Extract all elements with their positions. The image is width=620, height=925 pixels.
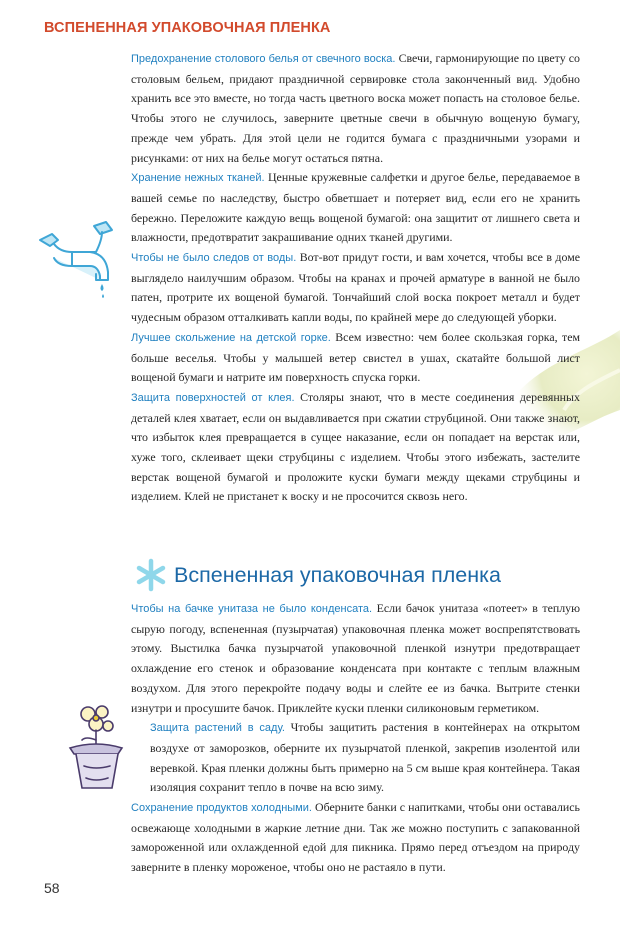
section-title: Вспененная упаковочная пленка	[174, 563, 501, 587]
paragraph-lead: Хранение нежных тканей.	[131, 172, 265, 185]
paragraph	[131, 168, 580, 248]
paragraph	[131, 248, 580, 328]
paragraph-lead: Защита растений в саду.	[150, 722, 285, 735]
paragraph	[131, 328, 580, 388]
text-block-bottom	[131, 599, 580, 878]
paragraph-lead: Предохранение столового белья от свечного воска.	[131, 53, 396, 65]
paragraph	[131, 718, 580, 798]
flower-pot-icon	[58, 700, 130, 796]
faucet-icon	[32, 218, 120, 300]
paragraph	[131, 388, 580, 507]
paragraph-text: Столяры знают, что в месте соединения деревянных деталей клея хватает, если он выдавливается при сжатии струбциной. Они также знают, что избыток клея превращается в сущее наказание, если он попадает на верстак или, хуже того, склеивает щеки струбцины с изделием. Чтобы этого избежать, застелите верстак вощеной бумагой и проложите куски бумаги между щеками струбцины и изделием. Клей не пристанет к воску и не просочится сквозь него.	[131, 389, 580, 504]
paragraph-lead: Чтобы на бачке унитаза не было конденсата.	[131, 603, 373, 615]
asterisk-icon	[134, 558, 168, 592]
paragraph	[131, 49, 580, 168]
paragraph-text: Свечи, гармонирующие по цвету со столовым бельем, придают праздничной сервировке стола законченный вид. Удобно хранить все это вместе, но тогда часть цветного воска может попасть на столовое белье. Чтобы этого не случилось, заверните цветные свечи в обычную вощеную бумагу, прежде чем убрать. Для этой цели не годится бумага с праздничными узорами и рисунками: от них на белье могут остаться пятна.	[131, 51, 580, 165]
paragraph-text: Чтобы защитить растения в контейнерах на открытом воздухе от заморозков, оберните их пузырчатой пленкой, закрепив изолентой или веревкой. Края пленки должны быть примерно на 5 см выше края контейнера. Такая изоляция сохранит тепло в почве на всю зиму.	[150, 720, 581, 795]
paragraph-text: Всем известно: чем более скользкая горка, тем больше веселья. Чтобы у малышей ветер свистел в ушах, скатайте большой лист вощеной бумаги и натрите им поверхность спуска горки.	[131, 329, 580, 385]
paragraph-text: Вот-вот придут гости, и вам хочется, чтобы все в доме выглядело наилучшим образом. Чтобы на кранах и прочей арматуре в ванной не было патен, протрите их вощеной бумагой. Тончайший слой воска покроет металл и будет чудесным образом отталкивать капли воды, по крайней мере до следующей уборки.	[131, 250, 580, 325]
paragraph-text: Ценные кружевные салфетки и другое белье, передаваемое в вашей семье по наследству, быстро обветшает и потеряет вид, если его не хранить бережно. Переложите каждую вещь вощеной бумагой: она защитит от лишнего света и влажности, предотвратит закрашивание одних тканей другими.	[131, 170, 580, 245]
paragraph-text: Оберните банки с напитками, чтобы они оставались освежающе холодными в жаркие летние дни. Так же можно поступить с запакованной замороженной или охлажденной едой для пикника. Прямо перед отъездом на природу заверните в пленку мороженое, чтобы оно не растаяло в пути.	[131, 800, 580, 875]
paragraph-lead: Защита поверхностей от клея.	[131, 391, 295, 404]
page-number: 58	[44, 880, 60, 896]
paragraph-lead: Сохранение продуктов холодными.	[131, 802, 312, 815]
paragraph-text: Если бачок унитаза «потеет» в теплую сырую погоду, вспененная (пузырчатая) упаковочная пленка может воспрепятствовать этому. Выстилка бачка пузырчатой упаковочной пленкой изнутри предотвращает охлаждение его стенок и образование конденсата при контакте с теплым влажным воздухом. Для этого перекройте подачу воды и слейте ее из бачка. Вытрите стенки изнутри и просушите бачок. Приклейте куски пленки силиконовым герметиком.	[131, 601, 580, 715]
paragraph	[131, 798, 580, 878]
paragraph-lead: Лучшее скольжение на детской горке.	[131, 331, 331, 344]
paragraph-lead: Чтобы не было следов от воды.	[131, 252, 297, 265]
text-block-top	[131, 49, 580, 507]
running-head: ВСПЕНЕННАЯ УПАКОВОЧНАЯ ПЛЕНКА	[44, 20, 331, 36]
paragraph	[131, 599, 580, 718]
